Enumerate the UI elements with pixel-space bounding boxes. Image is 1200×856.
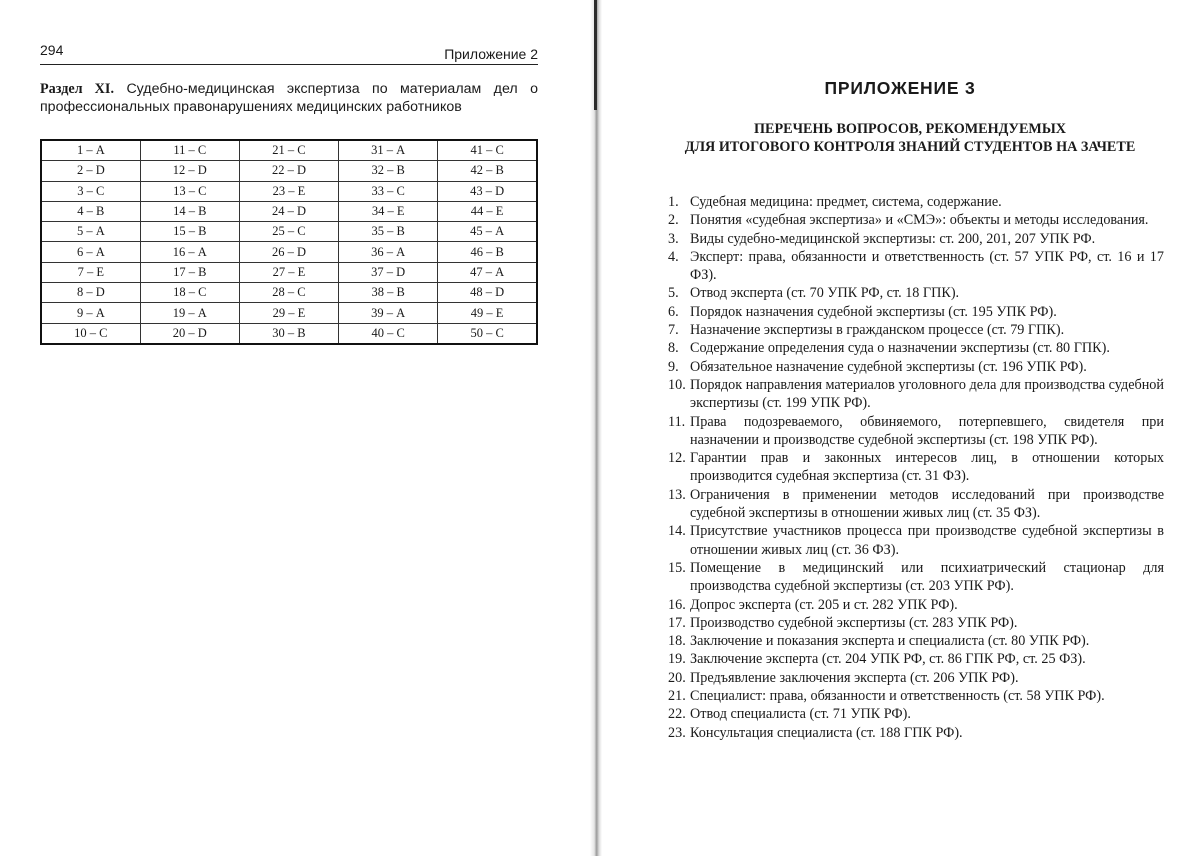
list-title-line-1: ПЕРЕЧЕНЬ ВОПРОСОВ, РЕКОМЕНДУЕМЫХ — [754, 121, 1066, 137]
list-title-line-2: ДЛЯ ИТОГОВОГО КОНТРОЛЯ ЗНАНИЙ СТУДЕНТОВ НА ЗАЧЕТЕ — [684, 139, 1136, 155]
list-item — [668, 248, 1164, 285]
list-item — [668, 669, 1164, 687]
table-row — [41, 242, 537, 262]
table-row — [41, 222, 537, 242]
page-number: 294 — [40, 42, 64, 58]
question-number: 20. — [668, 669, 686, 686]
table-cell: 36 – А — [339, 242, 438, 262]
question-text: Консультация специалиста (ст. 188 ГПК РФ). — [690, 724, 963, 741]
list-title — [620, 120, 1200, 156]
table-cell: 50 – С — [438, 323, 537, 344]
question-number: 19. — [668, 651, 686, 668]
header-rule — [40, 64, 538, 65]
table-cell: 15 – В — [140, 222, 239, 242]
question-number: 8. — [668, 340, 679, 357]
table-cell: 49 – Е — [438, 303, 537, 323]
table-cell: 13 – С — [140, 181, 239, 201]
table-cell: 10 – С — [41, 323, 140, 344]
table-row — [41, 201, 537, 221]
table-cell: 40 – С — [339, 323, 438, 344]
running-head: Приложение 2 — [444, 46, 538, 62]
question-number: 3. — [668, 230, 679, 247]
table-cell: 42 – В — [438, 161, 537, 181]
table-cell: 32 – В — [339, 161, 438, 181]
question-number: 11. — [668, 413, 686, 430]
list-item — [668, 522, 1164, 559]
table-cell: 48 – D — [438, 283, 537, 303]
table-cell: 20 – D — [140, 323, 239, 344]
question-list — [668, 193, 1164, 742]
table-cell: 18 – С — [140, 283, 239, 303]
list-item — [668, 705, 1164, 723]
table-cell: 17 – В — [140, 262, 239, 282]
table-cell: 47 – А — [438, 262, 537, 282]
question-text: Гарантии прав и законных интересов лиц, в отношении которых производится судебная экспертиза (ст. 31 ФЗ). — [690, 450, 1164, 485]
list-item — [668, 358, 1164, 376]
table-row — [41, 161, 537, 181]
list-item — [668, 449, 1164, 486]
question-text: Назначение экспертизы в гражданском процессе (ст. 79 ГПК). — [690, 322, 1065, 339]
question-text: Содержание определения суда о назначении экспертизы (ст. 80 ГПК). — [690, 340, 1110, 357]
table-cell: 37 – D — [339, 262, 438, 282]
question-number: 14. — [668, 523, 686, 540]
question-text: Обязательное назначение судебной экспертизы (ст. 196 УПК РФ). — [690, 358, 1087, 375]
table-cell: 29 – Е — [239, 303, 338, 323]
question-number: 21. — [668, 688, 686, 705]
table-cell: 44 – Е — [438, 201, 537, 221]
question-text: Специалист: права, обязанности и ответственность (ст. 58 УПК РФ). — [690, 688, 1105, 705]
list-item — [668, 614, 1164, 632]
appendix-title: ПРИЛОЖЕНИЕ 3 — [824, 78, 976, 98]
list-item — [668, 559, 1164, 596]
question-number: 7. — [668, 322, 679, 339]
question-number: 13. — [668, 486, 686, 503]
question-number: 23. — [668, 724, 686, 741]
table-cell: 30 – В — [239, 323, 338, 344]
table-cell: 46 – В — [438, 242, 537, 262]
question-number: 1. — [668, 194, 679, 210]
table-row — [41, 303, 537, 323]
list-item — [668, 486, 1164, 523]
question-number: 6. — [668, 303, 679, 320]
question-number: 15. — [668, 559, 686, 576]
list-item — [668, 724, 1164, 742]
table-row — [41, 262, 537, 282]
question-number: 16. — [668, 596, 686, 613]
section-text: Судебно-медицинская экспертиза по материалам дел о профессиональных правонарушениях медицинских работников — [40, 81, 538, 115]
list-item — [668, 650, 1164, 668]
table-cell: 24 – D — [239, 201, 338, 221]
table-cell: 23 – Е — [239, 181, 338, 201]
list-item — [668, 303, 1164, 321]
question-text: Помещение в медицинский или психиатрический стационар для производства судебной экспертизы (ст. 203 УПК РФ). — [690, 559, 1164, 595]
question-text: Допрос эксперта (ст. 205 и ст. 282 УПК РФ). — [690, 596, 958, 613]
question-text: Предъявление заключения эксперта (ст. 206 УПК РФ). — [690, 669, 1019, 686]
question-text: Виды судебно-медицинской экспертизы: ст. 200, 201, 207 УПК РФ. — [690, 230, 1096, 247]
table-row — [41, 323, 537, 344]
list-item — [668, 376, 1164, 413]
question-text: Присутствие участников процесса при производстве судебной экспертизы в отношении живых лиц (ст. 36 ФЗ). — [690, 523, 1164, 558]
table-cell: 33 – С — [339, 181, 438, 201]
list-item — [668, 284, 1164, 302]
question-text: Судебная медицина: предмет, система, содержание. — [690, 194, 1002, 210]
question-text: Эксперт: права, обязанности и ответственность (ст. 57 УПК РФ, ст. 16 и 17 ФЗ). — [690, 248, 1164, 284]
table-cell: 27 – Е — [239, 262, 338, 282]
question-number: 10. — [668, 376, 686, 393]
table-cell: 11 – С — [140, 140, 239, 161]
question-text: Порядок назначения судебной экспертизы (ст. 195 УПК РФ). — [690, 303, 1057, 320]
question-text: Заключение эксперта (ст. 204 УПК РФ, ст. 86 ГПК РФ, ст. 25 ФЗ). — [690, 651, 1086, 668]
question-text: Отвод эксперта (ст. 70 УПК РФ, ст. 18 ГПК). — [690, 285, 960, 302]
list-item — [668, 413, 1164, 450]
table-cell: 28 – С — [239, 283, 338, 303]
list-item — [668, 230, 1164, 248]
table-cell: 38 – В — [339, 283, 438, 303]
question-number: 9. — [668, 358, 679, 375]
table-row — [41, 181, 537, 201]
list-item — [668, 193, 1164, 211]
table-cell: 41 – С — [438, 140, 537, 161]
answer-key-table — [40, 139, 538, 345]
table-cell: 25 – С — [239, 222, 338, 242]
question-number: 12. — [668, 450, 686, 467]
table-cell: 8 – D — [41, 283, 140, 303]
table-cell: 14 – В — [140, 201, 239, 221]
list-item — [668, 321, 1164, 339]
question-text: Понятия «судебная экспертиза» и «СМЭ»: объекты и методы исследования. — [690, 212, 1149, 229]
table-cell: 45 – А — [438, 222, 537, 242]
list-item — [668, 632, 1164, 650]
section-title — [40, 80, 538, 116]
table-cell: 31 – А — [339, 140, 438, 161]
question-text: Порядок направления материалов уголовного дела для производства судебной экспертизы (ст. 199 УПК РФ). — [690, 376, 1164, 412]
table-cell: 22 – D — [239, 161, 338, 181]
list-item — [668, 339, 1164, 357]
table-cell: 7 – Е — [41, 262, 140, 282]
question-text: Производство судебной экспертизы (ст. 283 УПК РФ). — [690, 614, 1018, 631]
table-cell: 6 – А — [41, 242, 140, 262]
question-number: 2. — [668, 212, 679, 229]
left-page — [0, 0, 590, 856]
table-cell: 2 – D — [41, 161, 140, 181]
table-cell: 12 – D — [140, 161, 239, 181]
question-number: 5. — [668, 285, 679, 302]
question-number: 4. — [668, 248, 679, 265]
right-page — [600, 0, 1200, 856]
list-item — [668, 596, 1164, 614]
table-cell: 39 – А — [339, 303, 438, 323]
section-label: Раздел XI. — [40, 81, 114, 97]
table-cell: 16 – А — [140, 242, 239, 262]
question-text: Заключение и показания эксперта и специалиста (ст. 80 УПК РФ). — [690, 633, 1090, 650]
question-text: Отвод специалиста (ст. 71 УПК РФ). — [690, 706, 911, 723]
table-cell: 9 – А — [41, 303, 140, 323]
table-cell: 26 – D — [239, 242, 338, 262]
table-cell: 3 – С — [41, 181, 140, 201]
table-cell: 21 – С — [239, 140, 338, 161]
table-cell: 34 – Е — [339, 201, 438, 221]
table-cell: 4 – В — [41, 201, 140, 221]
table-cell: 1 – А — [41, 140, 140, 161]
table-row — [41, 283, 537, 303]
question-number: 22. — [668, 706, 686, 723]
list-item — [668, 211, 1164, 229]
question-text: Права подозреваемого, обвиняемого, потерпевшего, свидетеля при назначении и производстве судебной экспертизы (ст. 198 УПК РФ). — [690, 413, 1164, 448]
question-number: 18. — [668, 633, 686, 650]
table-cell: 5 – А — [41, 222, 140, 242]
question-number: 17. — [668, 614, 686, 631]
list-item — [668, 687, 1164, 705]
table-cell: 19 – А — [140, 303, 239, 323]
table-cell: 43 – D — [438, 181, 537, 201]
table-cell: 35 – В — [339, 222, 438, 242]
table-row — [41, 140, 537, 161]
question-text: Ограничения в применении методов исследований при производстве судебной экспертизы в отношении живых лиц (ст. 35 ФЗ). — [690, 486, 1164, 522]
